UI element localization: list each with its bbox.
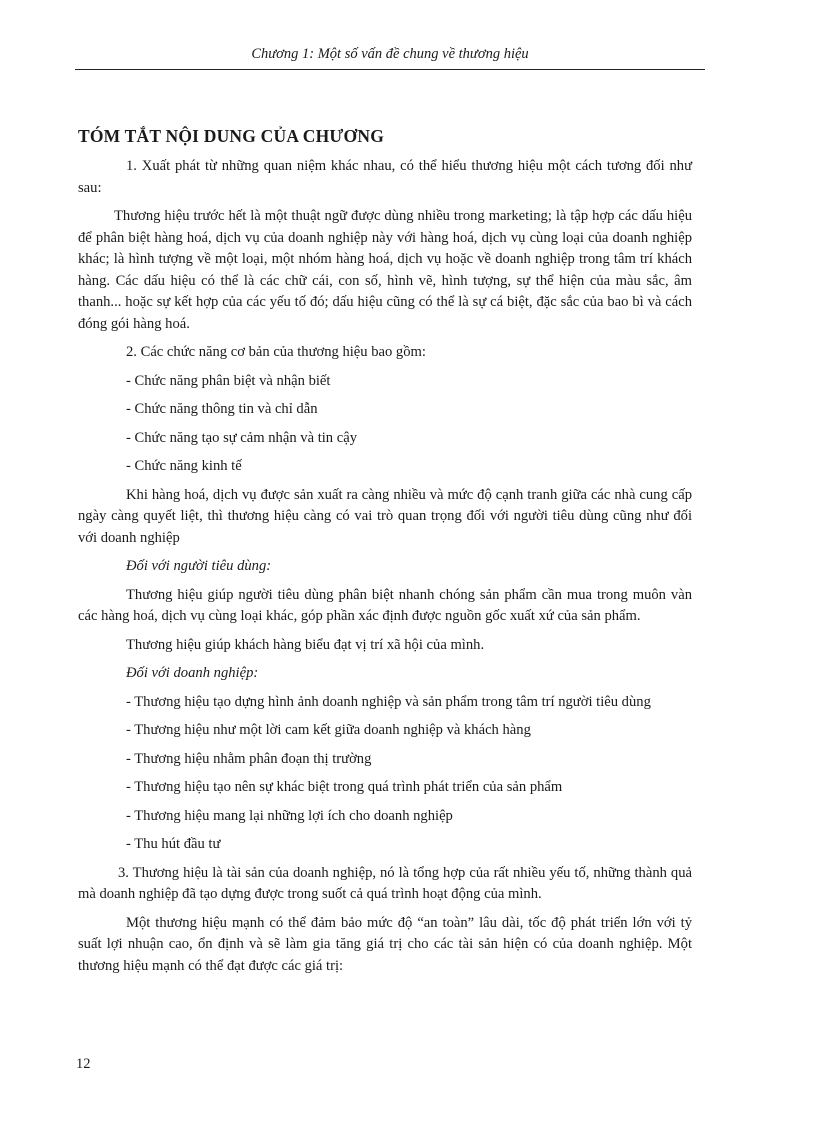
- running-header: Chương 1: Một số vấn đề chung về thương hiệu: [251, 46, 529, 62]
- section-title: TÓM TẮT NỘI DUNG CỦA CHƯƠNG: [78, 126, 385, 146]
- paragraph-1: 1. Xuất phát từ những quan niệm khác nhau, có thể hiểu thương hiệu một cách tương đối như sau:: [78, 158, 692, 196]
- paragraph-consumer-1: Thương hiệu giúp người tiêu dùng phân biệt nhanh chóng sản phẩm cần mua trong muôn vàn các hàng hoá, dịch vụ cùng loại khác, góp phần xác định được nguồn gốc xuất xứ của sản phẩm.: [78, 586, 692, 624]
- paragraph-definition: Thương hiệu trước hết là một thuật ngữ được dùng nhiều trong marketing; là tập hợp các dấu hiệu để phân biệt hàng hoá, dịch vụ của doanh nghiệp này với hàng hoá, dịch vụ cùng loại của doanh nghiệp khác; là hình tượng về một loại, một nhóm hàng hoá, dịch vụ hoặc về doanh nghiệp trong tâm trí khách hàng. Các dấu hiệu có thể là các chữ cái, con số, hình vẽ, hình tượng, sự thể hiện của màu sắc, âm thanh... hoặc sự kết hợp của các yếu tố đó; dấu hiệu cũng có thể là sự cá biệt, đặc sắc của bao bì và cách đóng gói hàng hoá.: [78, 208, 692, 332]
- paragraph-strong-brand: Một thương hiệu mạnh có thể đảm bảo mức độ “an toàn” lâu dài, tốc độ phát triển lớn với tỷ suất lợi nhuận cao, ổn định và sẽ làm gia tăng giá trị cho các tài sản hiện có của doanh nghiệp. Một thương hiệu mạnh có thể đạt được các giá trị:: [78, 914, 692, 974]
- list-item: - Thương hiệu tạo nên sự khác biệt trong quá trình phát triển của sản phẩm: [126, 779, 563, 795]
- page-number: 12: [76, 1056, 91, 1072]
- list-item: - Thương hiệu tạo dựng hình ảnh doanh nghiệp và sản phẩm trong tâm trí người tiêu dùng: [126, 693, 651, 710]
- list-item: - Chức năng thông tin và chỉ dẫn: [126, 401, 318, 417]
- paragraph-role: Khi hàng hoá, dịch vụ được sản xuất ra càng nhiều và mức độ cạnh tranh giữa các nhà cung cấp ngày càng quyết liệt, thì thương hiệu càng có vai trò quan trọng đối với người tiêu dùng cũng như đối với doanh nghiệp: [78, 486, 692, 546]
- list-item: - Thương hiệu như một lời cam kết giữa doanh nghiệp và khách hàng: [126, 722, 531, 738]
- list-item: - Thương hiệu nhằm phân đoạn thị trường: [126, 750, 372, 767]
- paragraph-consumer-2: Thương hiệu giúp khách hàng biểu đạt vị trí xã hội của mình.: [126, 636, 485, 653]
- paragraph-3: 3. Thương hiệu là tài sản của doanh nghiệp, nó là tổng hợp của rất nhiều yếu tố, những thành quả mà doanh nghiệp đã tạo dựng được trong suốt cả quá trình hoạt động của mình.: [78, 864, 692, 902]
- header-divider: [75, 69, 705, 70]
- list-item: - Chức năng kinh tế: [126, 458, 242, 474]
- subheading-enterprises: Đối với doanh nghiệp:: [126, 665, 259, 681]
- subheading-consumers: Đối với người tiêu dùng:: [126, 558, 272, 574]
- page-body: [78, 126, 692, 984]
- list-item: - Thương hiệu mang lại những lợi ích cho doanh nghiệp: [126, 807, 453, 824]
- list-item: - Thu hút đầu tư: [126, 836, 221, 852]
- paragraph-2: 2. Các chức năng cơ bản của thương hiệu bao gồm:: [126, 344, 426, 360]
- list-item: - Chức năng phân biệt và nhận biết: [126, 372, 331, 389]
- list-item: - Chức năng tạo sự cảm nhận và tin cậy: [126, 429, 358, 446]
